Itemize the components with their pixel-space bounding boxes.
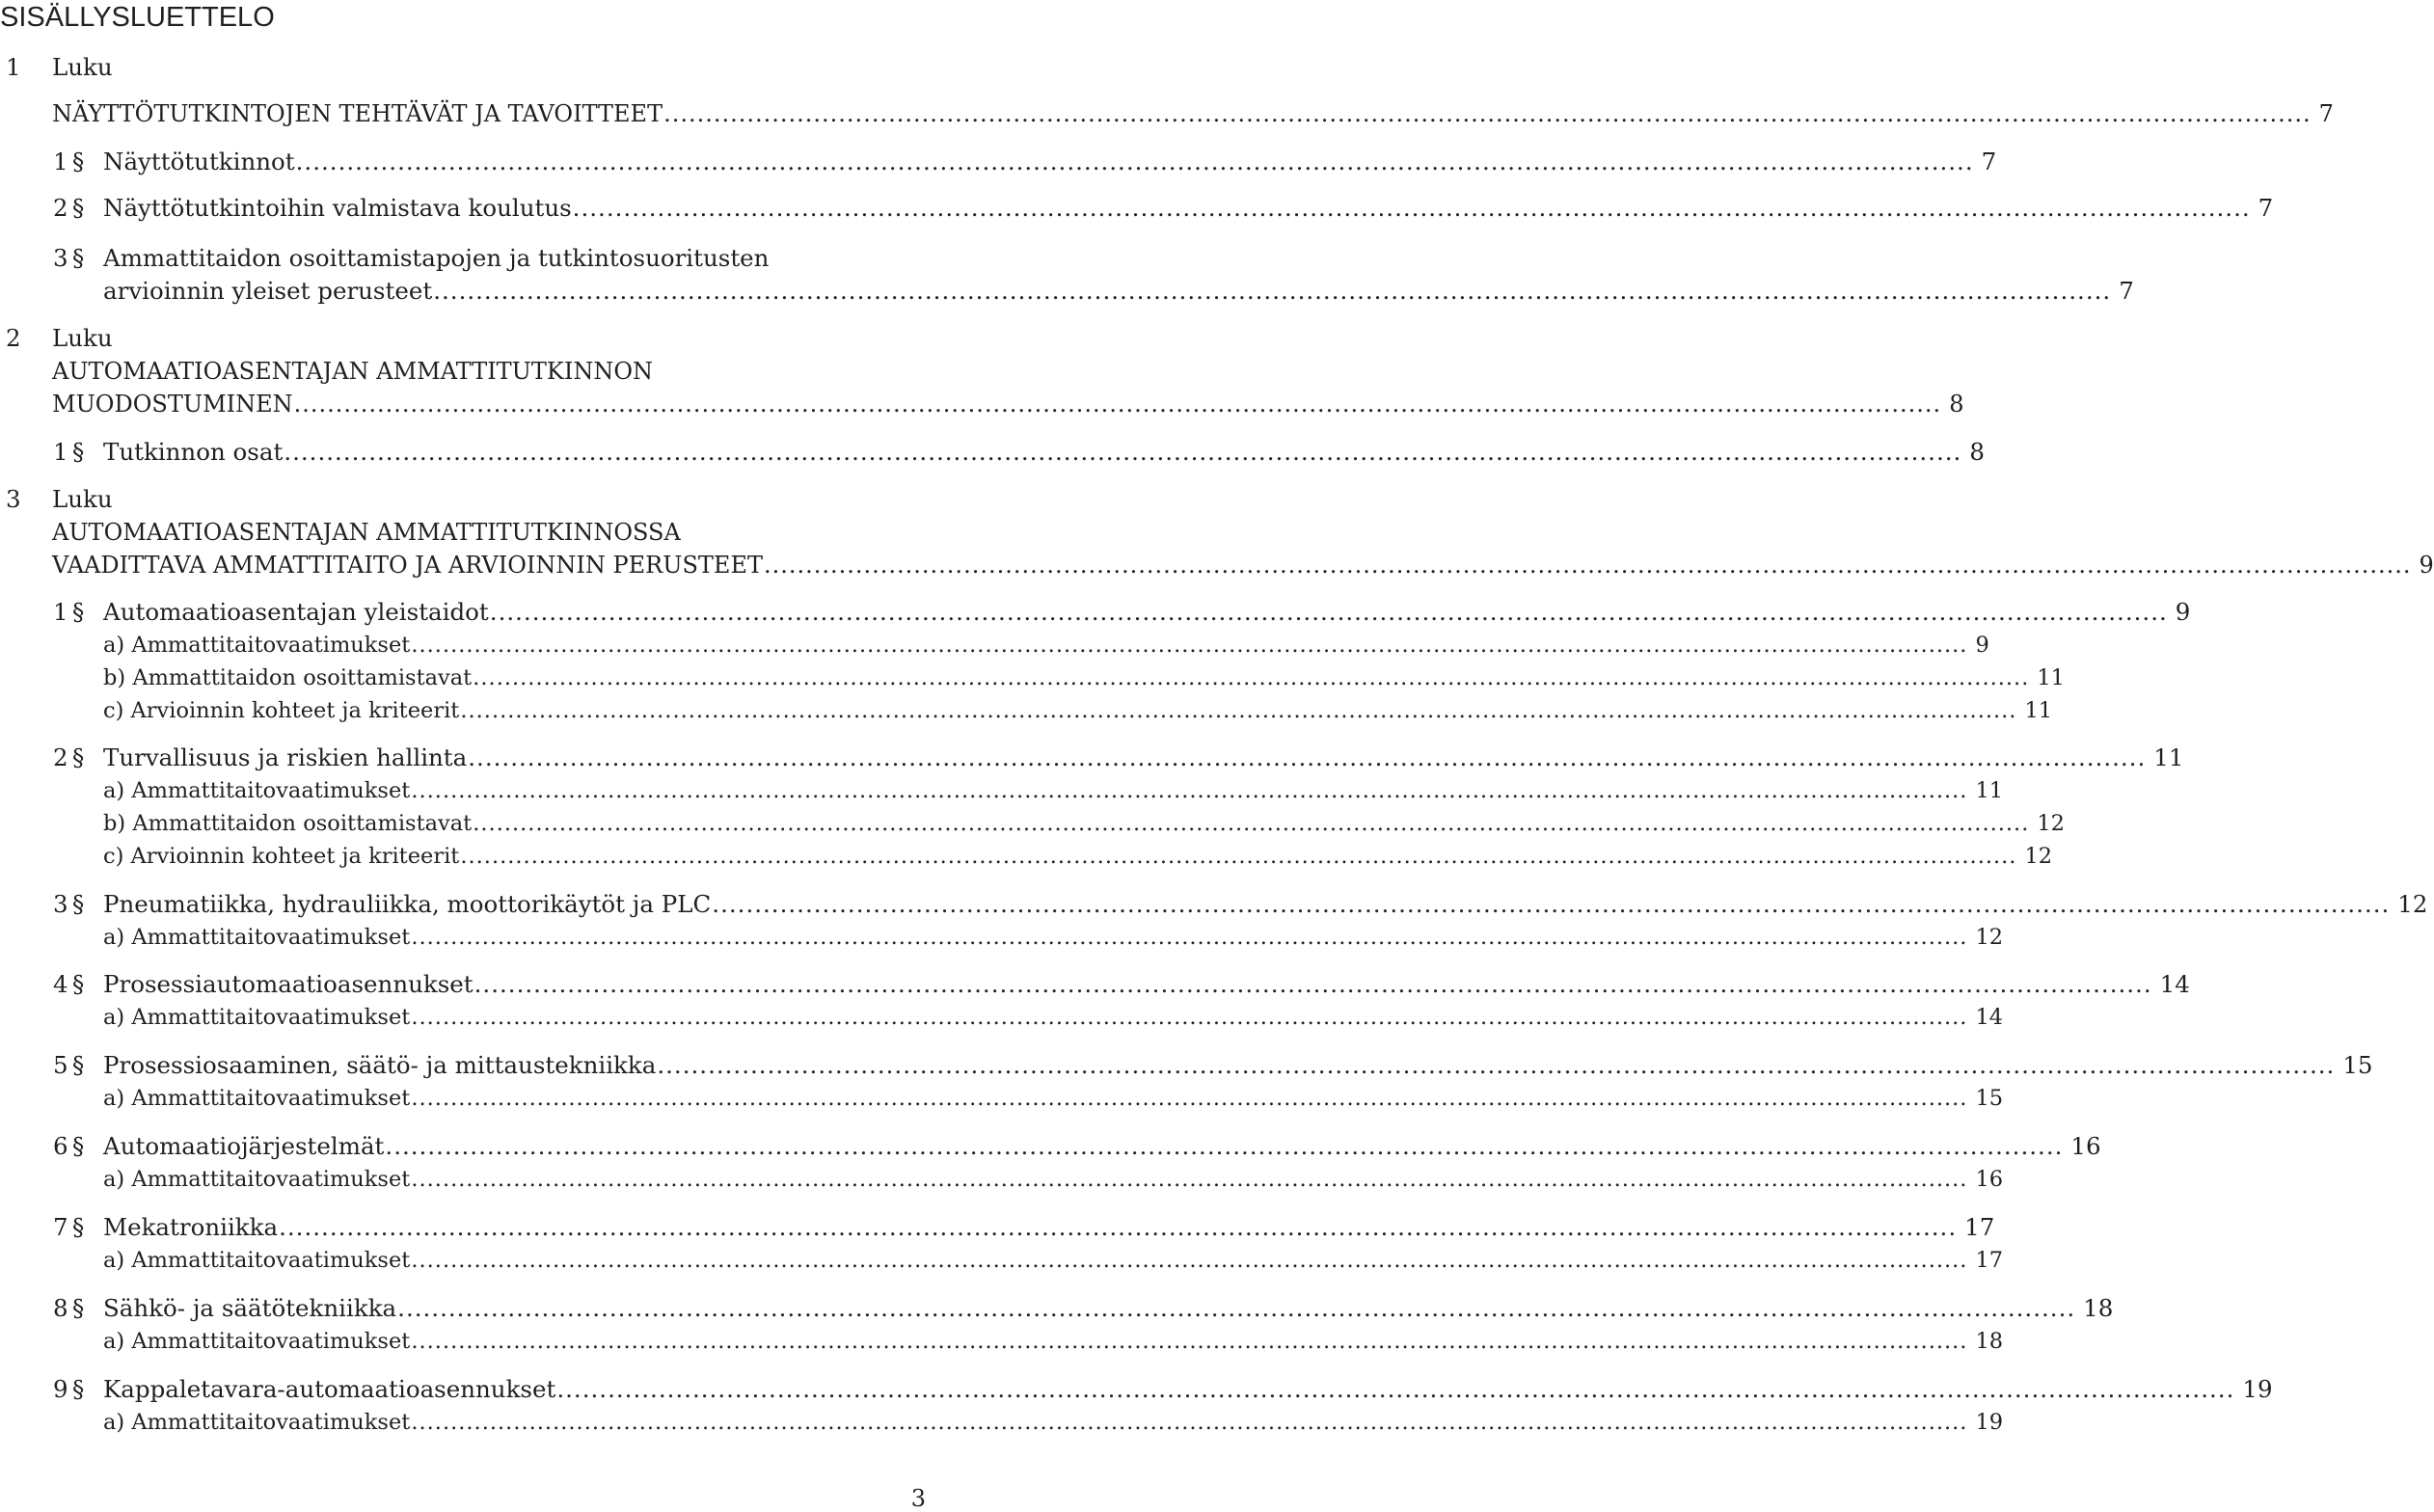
toc-entry-text: c) Arvioinnin kohteet ja kriteerit: [103, 844, 460, 869]
toc-entry-text: a) Ammattitaitovaatimukset: [103, 1248, 411, 1273]
dot-leader: ......................................................................................................................................................................................................: [473, 665, 2030, 690]
toc-page-number: 12: [2024, 844, 2053, 869]
toc-entry-text: b) Ammattitaidon osoittamistavat: [103, 665, 473, 690]
toc-entry-text: arvioinnin yleiset perusteet: [103, 277, 433, 305]
toc-entry-text: Näyttötutkintoihin valmistava koulutus: [103, 194, 572, 222]
toc-entry-text: a) Ammattitaitovaatimukset: [103, 1086, 411, 1111]
section-number: 7: [53, 1213, 68, 1241]
toc-entry-text: Prosessiosaaminen, säätö- ja mittaustekniikka: [103, 1051, 657, 1079]
dot-leader: ......................................................................................................................................................................................................: [411, 1329, 1968, 1354]
toc-subsection: [103, 924, 2004, 951]
dot-leader: ......................................................................................................................................................................................................: [279, 1213, 1958, 1241]
toc-section: [53, 598, 2191, 626]
section-sign-icon: §: [72, 1132, 85, 1160]
section-number: 1: [53, 598, 68, 626]
toc-page-number: 18: [2083, 1294, 2114, 1322]
dot-leader: ......................................................................................................................................................................................................: [657, 1051, 2336, 1079]
toc-page-number: 12: [1975, 925, 2004, 950]
section-number: 2: [53, 194, 68, 222]
toc-section: [53, 890, 2428, 918]
toc-entry-text: b) Ammattitaidon osoittamistavat: [103, 811, 473, 836]
toc-page-number: 15: [2342, 1051, 2373, 1079]
toc-page-number: 15: [1975, 1086, 2004, 1111]
toc-entry-text: a) Ammattitaitovaatimukset: [103, 1410, 411, 1435]
toc-page-number: 12: [2397, 890, 2428, 918]
section-sign-icon: §: [72, 1213, 85, 1241]
toc-entry-text: Luku: [52, 324, 113, 352]
toc-page-number: 9: [2175, 598, 2191, 626]
toc-subsection: [103, 1004, 2004, 1031]
toc-entry-text: NÄYTTÖTUTKINTOJEN TEHTÄVÄT JA TAVOITTEET: [52, 100, 663, 127]
toc-page-number: 11: [2024, 698, 2053, 723]
toc-subsection: [103, 664, 2065, 691]
toc-page-number: 18: [1975, 1329, 2004, 1354]
toc-entry-text: c) Arvioinnin kohteet ja kriteerit: [103, 698, 460, 723]
toc-section: [53, 970, 2190, 998]
toc-page-number: 19: [2242, 1375, 2273, 1403]
toc-page-number: 7: [2258, 194, 2274, 222]
section-sign-icon: §: [72, 1375, 85, 1403]
toc-entry-text: a) Ammattitaitovaatimukset: [103, 1005, 411, 1030]
toc-subsection: [103, 1085, 2004, 1112]
section-number: 1: [53, 438, 68, 466]
toc-entry-text: VAADITTAVA AMMATTITAITO JA ARVIOINNIN PERUSTEET: [52, 552, 763, 579]
toc-entry-text: Kappaletavara-automaatioasennukset: [103, 1375, 556, 1403]
dot-leader: ......................................................................................................................................................................................................: [663, 100, 2312, 127]
toc-chapter-title: [52, 100, 2334, 127]
toc-section: [53, 244, 908, 272]
toc-entry-text: AUTOMAATIOASENTAJAN AMMATTITUTKINNON: [52, 358, 654, 385]
dot-leader: ......................................................................................................................................................................................................: [284, 438, 1962, 466]
toc-page-number: 7: [2318, 100, 2334, 127]
section-number: 6: [53, 1132, 68, 1160]
toc-entry-text: Näyttötutkinnot: [103, 148, 295, 176]
section-number: 5: [53, 1051, 68, 1079]
section-sign-icon: §: [72, 194, 85, 222]
toc-entry-text: Prosessiautomaatioasennukset: [103, 970, 473, 998]
toc-section: [53, 438, 1985, 466]
section-sign-icon: §: [72, 598, 85, 626]
toc-page-number: 11: [2037, 665, 2065, 690]
toc-entry-text: Automaatioasentajan yleistaidot: [103, 598, 489, 626]
toc-entry-text: Mekatroniikka: [103, 1213, 279, 1241]
toc-page-number: 14: [2159, 970, 2190, 998]
dot-leader: ......................................................................................................................................................................................................: [572, 194, 2251, 222]
chapter-number: 2: [6, 324, 21, 352]
toc-entry-text: Automaatiojärjestelmät: [103, 1132, 385, 1160]
dot-leader: ......................................................................................................................................................................................................: [460, 698, 2017, 723]
section-number: 3: [53, 890, 68, 918]
dot-leader: ......................................................................................................................................................................................................: [411, 1086, 1968, 1111]
dot-leader: ......................................................................................................................................................................................................: [489, 598, 2168, 626]
toc-section: [53, 1213, 1995, 1241]
dot-leader: ......................................................................................................................................................................................................: [473, 811, 2030, 836]
dot-leader: ......................................................................................................................................................................................................: [556, 1375, 2235, 1403]
dot-leader: ......................................................................................................................................................................................................: [293, 391, 1942, 418]
section-sign-icon: §: [72, 743, 85, 771]
section-number: 9: [53, 1375, 68, 1403]
toc-entry-text: AUTOMAATIOASENTAJAN AMMATTITUTKINNOSSA: [52, 519, 681, 546]
toc-chapter-label: [6, 485, 908, 513]
toc-page-number: 17: [1964, 1213, 1995, 1241]
toc-section-continuation: [103, 277, 2134, 305]
toc-section: [53, 743, 2184, 771]
section-sign-icon: §: [72, 438, 85, 466]
toc-entry-text: Turvallisuus ja riskien hallinta: [103, 743, 468, 771]
toc-page-number: 16: [1975, 1167, 2004, 1192]
toc-page-number: 11: [1975, 778, 2004, 803]
toc-subsection: [103, 632, 1989, 659]
section-sign-icon: §: [72, 890, 85, 918]
toc-subsection: [103, 777, 2004, 804]
toc-subsection: [103, 843, 2053, 870]
toc-page-number: 14: [1975, 1005, 2004, 1030]
dot-leader: ......................................................................................................................................................................................................: [460, 844, 2017, 869]
dot-leader: ......................................................................................................................................................................................................: [411, 1005, 1968, 1030]
section-sign-icon: §: [72, 244, 85, 272]
section-number: 3: [53, 244, 68, 272]
toc-chapter-title: [52, 552, 2434, 579]
toc-section: [53, 148, 1997, 176]
toc-entry-text: MUODOSTUMINEN: [52, 391, 293, 418]
toc-entry-text: Pneumatiikka, hydrauliikka, moottorikäytöt ja PLC: [103, 890, 712, 918]
page-number: 3: [910, 1485, 926, 1512]
dot-leader: ......................................................................................................................................................................................................: [411, 778, 1968, 803]
dot-leader: ......................................................................................................................................................................................................: [411, 633, 1968, 658]
toc-entry-text: a) Ammattitaitovaatimukset: [103, 633, 411, 658]
section-sign-icon: §: [72, 1294, 85, 1322]
section-number: 8: [53, 1294, 68, 1322]
chapter-number: 1: [6, 53, 21, 81]
toc-page-number: 9: [2419, 552, 2434, 579]
toc-subsection: [103, 810, 2065, 837]
dot-leader: ......................................................................................................................................................................................................: [411, 925, 1968, 950]
toc-chapter-label: [6, 324, 908, 352]
toc-entry-text: a) Ammattitaitovaatimukset: [103, 1329, 411, 1354]
toc-section: [53, 194, 2274, 222]
section-number: 2: [53, 743, 68, 771]
toc-chapter-label: [6, 53, 908, 81]
dot-leader: ......................................................................................................................................................................................................: [473, 970, 2152, 998]
toc-page-number: 9: [1975, 633, 1989, 658]
toc-subsection: [103, 1409, 2004, 1436]
toc-entry-text: a) Ammattitaitovaatimukset: [103, 778, 411, 803]
dot-leader: ......................................................................................................................................................................................................: [712, 890, 2391, 918]
toc-page-number: 17: [1975, 1248, 2004, 1273]
toc-page-number: 12: [2037, 811, 2065, 836]
dot-leader: ......................................................................................................................................................................................................: [385, 1132, 2064, 1160]
toc-subsection: [103, 1247, 2004, 1274]
toc-page-number: 7: [2119, 277, 2134, 305]
toc-page-number: 8: [1949, 391, 1964, 418]
dot-leader: ......................................................................................................................................................................................................: [468, 743, 2147, 771]
dot-leader: ......................................................................................................................................................................................................: [763, 552, 2412, 579]
toc-entry-text: Sähkö- ja säätötekniikka: [103, 1294, 397, 1322]
toc-page-number: 16: [2070, 1132, 2101, 1160]
dot-leader: ......................................................................................................................................................................................................: [411, 1248, 1968, 1273]
dot-leader: ......................................................................................................................................................................................................: [433, 277, 2112, 305]
toc-entry-text: Luku: [52, 53, 113, 81]
toc-heading: SISÄLLYSLUETTELO: [0, 2, 275, 33]
toc-subsection: [103, 1328, 2004, 1355]
toc-section: [53, 1132, 2101, 1160]
toc-section: [53, 1051, 2373, 1079]
section-number: 1: [53, 148, 68, 176]
dot-leader: ......................................................................................................................................................................................................: [411, 1167, 1968, 1192]
toc-subsection: [103, 697, 2053, 724]
toc-section: [53, 1375, 2273, 1403]
section-sign-icon: §: [72, 148, 85, 176]
toc-chapter-title: [52, 391, 1964, 418]
toc-page-number: 7: [1981, 148, 1997, 176]
toc-subsection: [103, 1166, 2004, 1193]
dot-leader: ......................................................................................................................................................................................................: [397, 1294, 2076, 1322]
toc-entry-text: Luku: [52, 485, 113, 513]
section-sign-icon: §: [72, 1051, 85, 1079]
toc-entry-text: a) Ammattitaitovaatimukset: [103, 925, 411, 950]
section-sign-icon: §: [72, 970, 85, 998]
toc-entry-text: a) Ammattitaitovaatimukset: [103, 1167, 411, 1192]
toc-section: [53, 1294, 2114, 1322]
chapter-number: 3: [6, 485, 21, 513]
toc-entry-text: Tutkinnon osat: [103, 438, 284, 466]
toc-page-number: 19: [1975, 1410, 2004, 1435]
section-number: 4: [53, 970, 68, 998]
dot-leader: ......................................................................................................................................................................................................: [411, 1410, 1968, 1435]
toc-page-number: 11: [2153, 743, 2184, 771]
toc-entry-text: Ammattitaidon osoittamistapojen ja tutkintosuoritusten: [103, 244, 770, 272]
toc-chapter-title: [52, 519, 908, 546]
dot-leader: ......................................................................................................................................................................................................: [295, 148, 1974, 176]
toc-page-number: 8: [1969, 438, 1985, 466]
toc-chapter-title: [52, 358, 908, 385]
